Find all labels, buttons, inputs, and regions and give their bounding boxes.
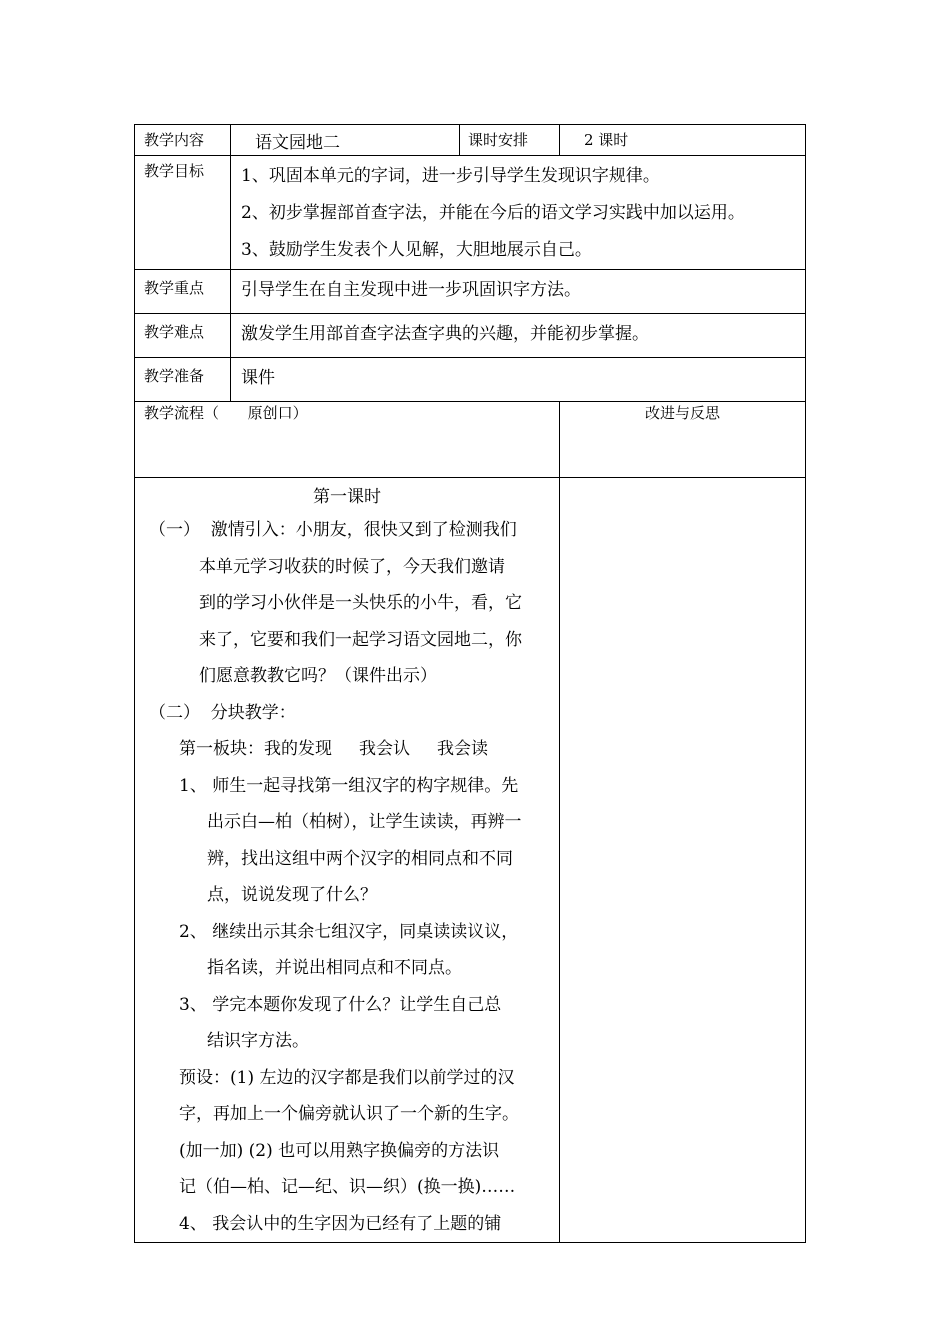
key-point-value: 引导学生在自主发现中进一步巩固识字方法。: [231, 270, 806, 314]
lesson-cell: [135, 478, 560, 1243]
lesson-line: 记（伯—柏、记—纪、识—织）(换一换)……: [179, 1177, 516, 1197]
goal-item: 1、巩固本单元的字词，进一步引导学生发现识字规律。: [241, 166, 660, 186]
flow-label: 教学流程（ 原创口）: [135, 402, 560, 478]
lesson-line: 第一板块：我的发现 我会认 我会读: [179, 739, 489, 759]
lesson-line: 本单元学习收获的时候了，今天我们邀请: [199, 556, 505, 577]
lesson-line: 来了，它要和我们一起学习语文园地二，你: [199, 629, 522, 650]
preparation-label: 教学准备: [135, 358, 231, 402]
difficulty-label: 教学难点: [135, 314, 231, 358]
schedule-label: 课时安排: [460, 125, 560, 156]
table-row: [135, 314, 806, 358]
lesson-line: 3、 学完本题你发现了什么？让学生自己总: [179, 994, 502, 1015]
lesson-line: (加一加) (2) 也可以用熟字换偏旁的方法识: [179, 1140, 500, 1161]
lesson-line: 点，说说发现了什么？: [207, 885, 377, 905]
difficulty-value: 激发学生用部首查字法查字典的兴趣，并能初步掌握。: [231, 314, 806, 358]
lesson-line: 预设：(1) 左边的汉字都是我们以前学过的汉: [179, 1067, 515, 1088]
lesson-line: 1、 师生一起寻找第一组汉字的构字规律。先: [179, 775, 519, 796]
lesson-line: 指名读，并说出相同点和不同点。: [207, 958, 462, 978]
lesson-line: 辨，找出这组中两个汉字的相同点和不同: [207, 848, 513, 869]
lesson-line: 字，再加上一个偏旁就认识了一个新的生字。: [179, 1104, 519, 1124]
goals-cell: [231, 156, 806, 270]
lesson-line: （二） 分块教学：: [149, 702, 296, 723]
goal-item: 3、鼓励学生发表个人见解，大胆地展示自己。: [241, 240, 592, 260]
table-row: [135, 156, 806, 270]
lesson-line: 4、 我会认中的生字因为已经有了上题的铺: [179, 1213, 502, 1234]
goal-item: 2、初步掌握部首查字法，并能在今后的语文学习实践中加以运用。: [241, 203, 745, 223]
lesson-plan-table: [134, 124, 806, 1243]
preparation-value: 课件: [231, 358, 806, 402]
goals-label: 教学目标: [135, 156, 231, 270]
reflection-cell: [560, 478, 806, 1243]
lesson-content: [135, 478, 559, 1242]
lesson-line: 结识字方法。: [207, 1031, 309, 1051]
lesson-line: 到的学习小伙伴是一头快乐的小牛，看，它: [199, 593, 522, 613]
lesson-line: 2、 继续出示其余七组汉字，同桌读读议议，: [179, 921, 519, 942]
lesson-title: 第一课时: [313, 487, 381, 507]
lesson-line: 出示白—柏（柏树），让学生读读，再辨一: [207, 812, 522, 832]
content-label: 教学内容: [135, 125, 231, 156]
table-row: [135, 125, 806, 156]
reflection-label: 改进与反思: [560, 402, 806, 478]
table-row: [135, 402, 806, 478]
lesson-line: （一） 激情引入：小朋友，很快又到了检测我们: [149, 520, 517, 540]
table-row: [135, 478, 806, 1243]
schedule-value: 2 课时: [560, 125, 806, 156]
table-row: [135, 358, 806, 402]
key-point-label: 教学重点: [135, 270, 231, 314]
table-row: [135, 270, 806, 314]
lesson-line: 们愿意教教它吗？（课件出示）: [199, 666, 437, 686]
content-value: 语文园地二: [231, 125, 460, 156]
